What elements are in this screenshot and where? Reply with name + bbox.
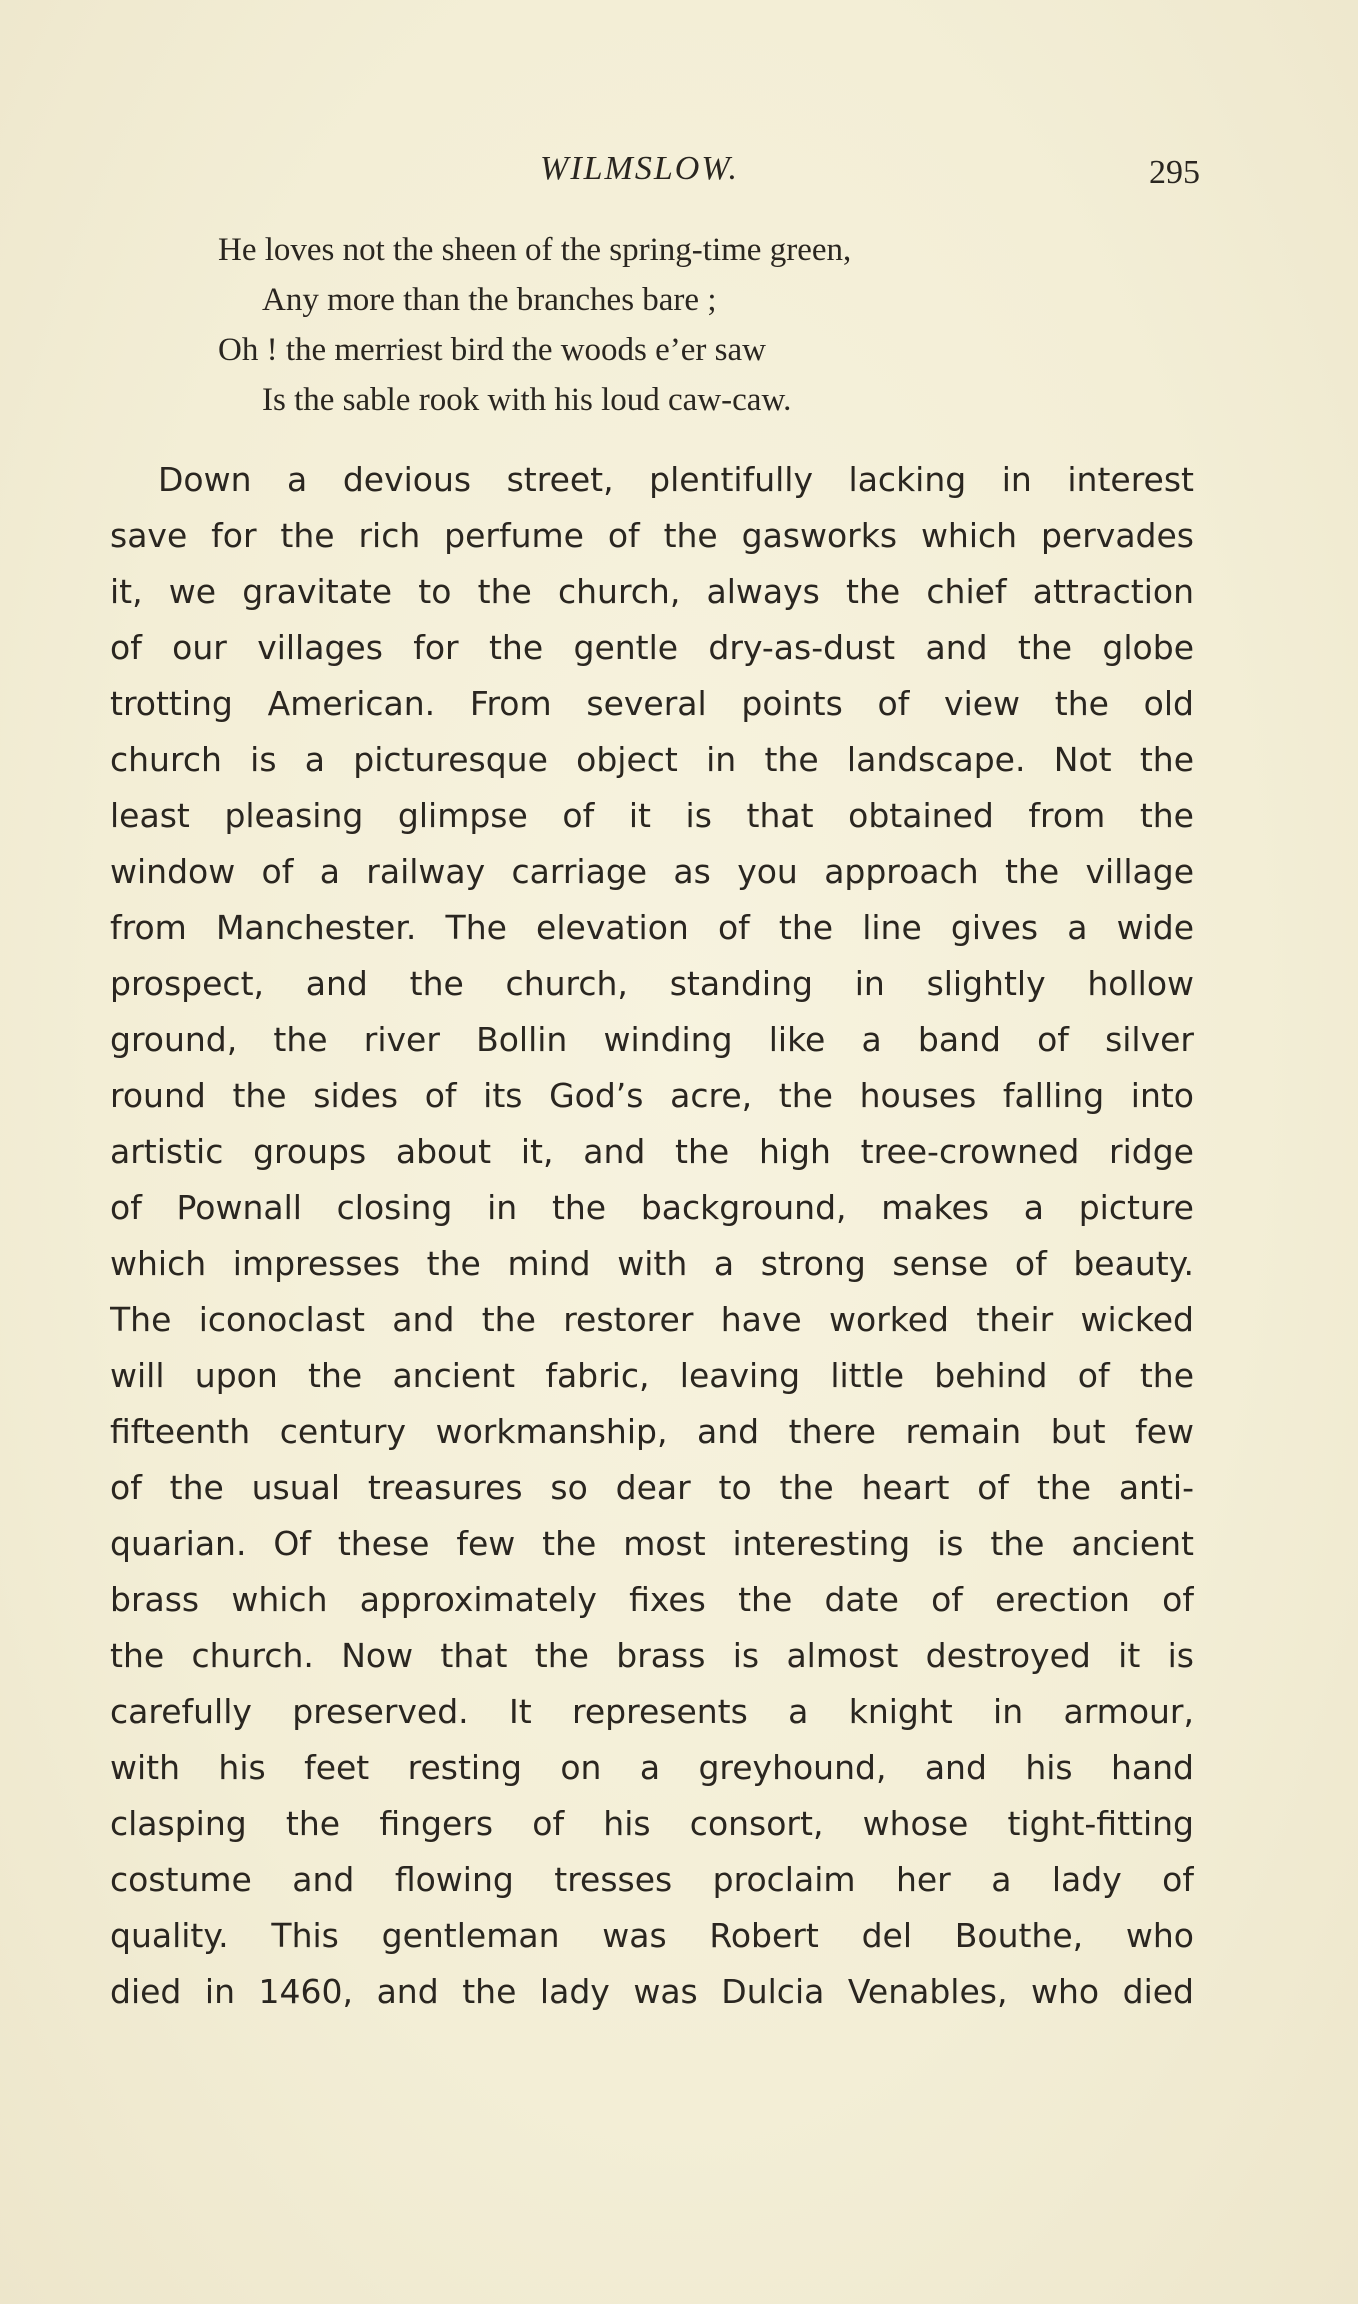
text-line: clasping the fingers of his consort, whose tight-fitting xyxy=(110,1804,1194,1843)
text-line: fifteenth century workmanship, and there remain but few xyxy=(110,1412,1194,1451)
verse-line: Is the sable rook with his loud caw-caw. xyxy=(262,382,792,418)
page-header xyxy=(110,150,1200,200)
text-line: the church. Now that the brass is almost destroyed it is xyxy=(110,1636,1194,1675)
text-line: from Manchester. The elevation of the line gives a wide xyxy=(110,908,1194,947)
text-line: with his feet resting on a greyhound, and his hand xyxy=(110,1748,1194,1787)
text-line: costume and flowing tresses proclaim her a lady of xyxy=(110,1860,1194,1899)
prose-paragraph xyxy=(110,452,1194,2020)
text-line: window of a railway carriage as you approach the village xyxy=(110,852,1194,891)
text-line: quarian. Of these few the most interesting is the ancient xyxy=(110,1524,1194,1563)
verse-stanza xyxy=(218,225,1118,425)
text-line: artistic groups about it, and the high tree-crowned ridge xyxy=(110,1132,1194,1171)
text-line: quality. This gentleman was Robert del Bouthe, who xyxy=(110,1916,1194,1955)
text-line: Down a devious street, plentifully lacking in interest xyxy=(158,460,1194,499)
text-line: will upon the ancient fabric, leaving little behind of the xyxy=(110,1356,1194,1395)
verse-line: Any more than the branches bare ; xyxy=(262,282,717,318)
text-line: least pleasing glimpse of it is that obtained from the xyxy=(110,796,1194,835)
verse-line: He loves not the sheen of the spring-time green, xyxy=(218,232,852,268)
page-number: 295 xyxy=(1149,154,1200,191)
text-line: The iconoclast and the restorer have worked their wicked xyxy=(110,1300,1194,1339)
text-line: round the sides of its God’s acre, the houses falling into xyxy=(110,1076,1194,1115)
text-line: died in 1460, and the lady was Dulcia Venables, who died xyxy=(110,1972,1194,2011)
text-line: of Pownall closing in the background, makes a picture xyxy=(110,1188,1194,1227)
text-line: of the usual treasures so dear to the heart of the anti- xyxy=(110,1468,1194,1507)
text-line: of our villages for the gentle dry-as-dust and the globe xyxy=(110,628,1194,667)
text-line: carefully preserved. It represents a knight in armour, xyxy=(110,1692,1194,1731)
text-line: save for the rich perfume of the gasworks which pervades xyxy=(110,516,1194,555)
text-line: church is a picturesque object in the landscape. Not the xyxy=(110,740,1194,779)
text-line: brass which approximately fixes the date of erection of xyxy=(110,1580,1194,1619)
text-line: prospect, and the church, standing in slightly hollow xyxy=(110,964,1194,1003)
running-head: WILMSLOW. xyxy=(540,150,740,187)
text-line: trotting American. From several points of view the old xyxy=(110,684,1194,723)
text-line: ground, the river Bollin winding like a band of silver xyxy=(110,1020,1194,1059)
verse-line: Oh ! the merriest bird the woods e’er saw xyxy=(218,332,766,368)
text-line: which impresses the mind with a strong sense of beauty. xyxy=(110,1244,1194,1283)
text-line: it, we gravitate to the church, always the chief attraction xyxy=(110,572,1194,611)
